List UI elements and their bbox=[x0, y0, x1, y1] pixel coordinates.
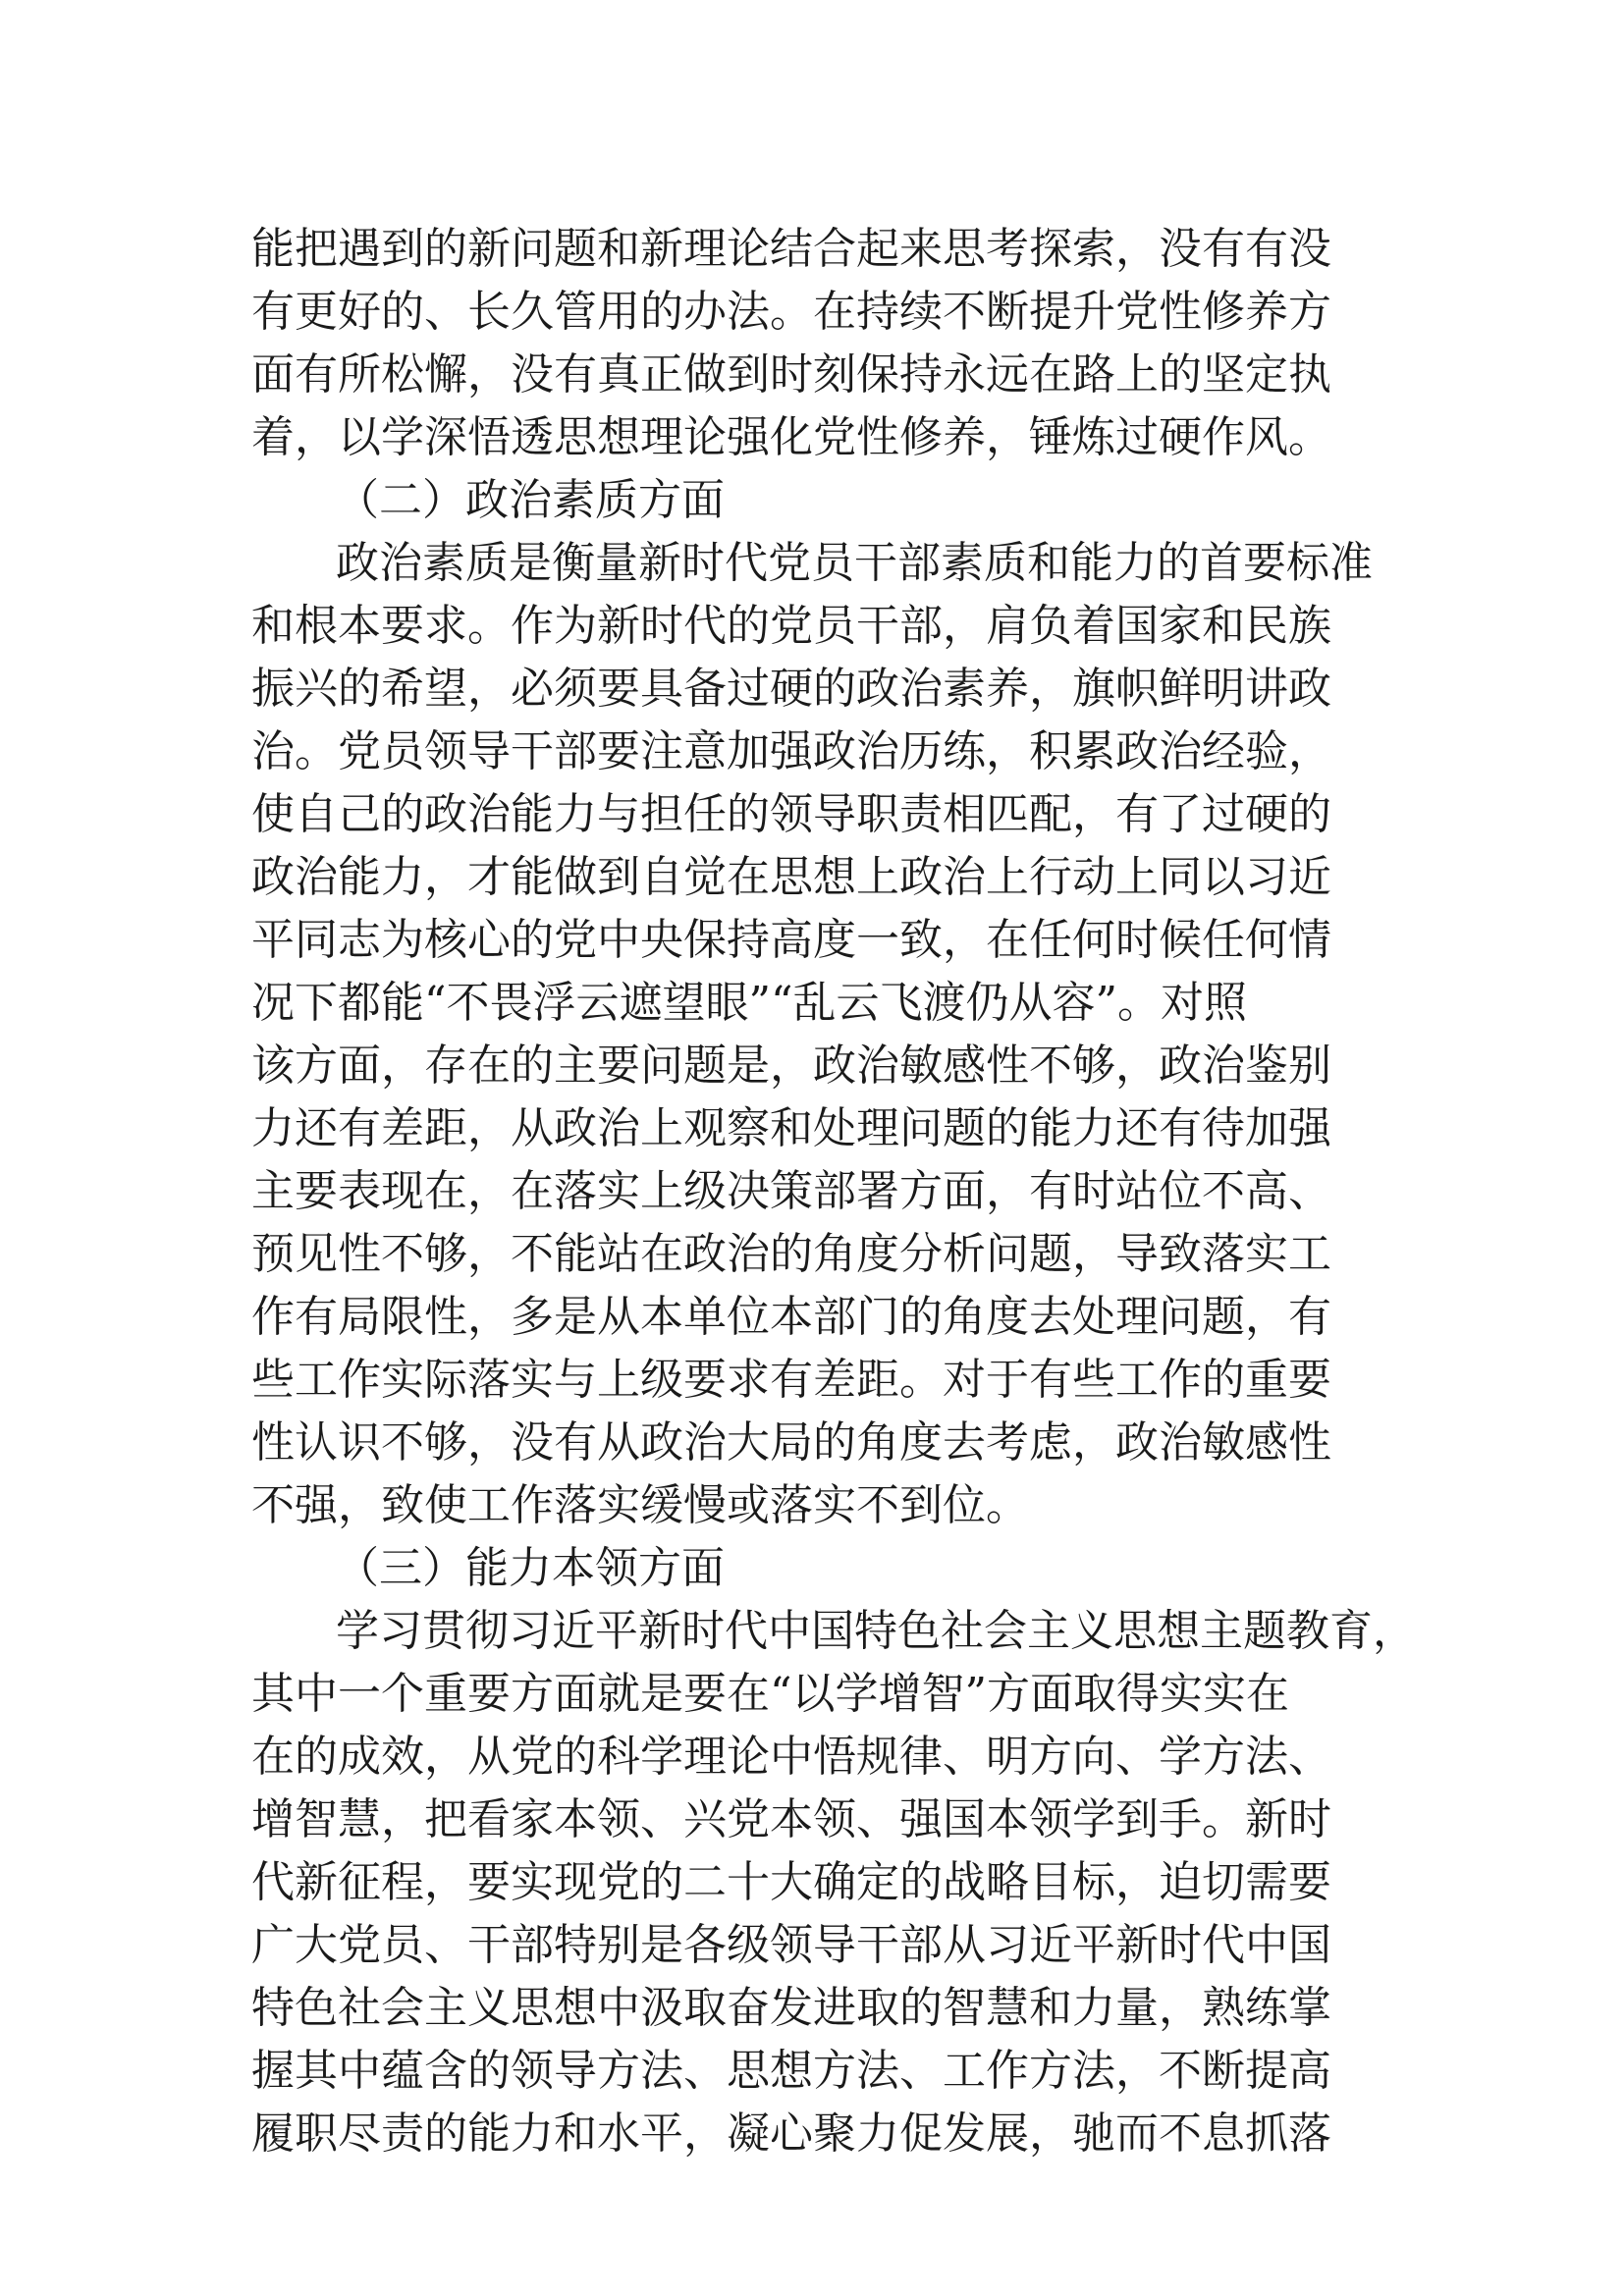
text-line: 况下都能“不畏浮云遮望眼”“乱云飞渡仍从容”。对照 bbox=[251, 978, 1247, 1028]
text-line: 增智慧，把看家本领、兴党本领、强国本领学到手。新时 bbox=[251, 1794, 1331, 1844]
text-line: 着，以学深悟透思想理论强化党性修养，锤炼过硬作风。 bbox=[251, 412, 1331, 462]
text-line: 广大党员、干部特别是各级领导干部从习近平新时代中国 bbox=[251, 1920, 1331, 1970]
text-line: 和根本要求。作为新时代的党员干部，肩负着国家和民族 bbox=[251, 601, 1331, 651]
text-line: 有更好的、长久管用的办法。在持续不断提升党性修养方 bbox=[251, 287, 1331, 337]
text-line: 力还有差距，从政治上观察和处理问题的能力还有待加强 bbox=[251, 1103, 1331, 1153]
text-line: 预见性不够，不能站在政治的角度分析问题，导致落实工 bbox=[251, 1229, 1331, 1279]
text-line: 些工作实际落实与上级要求有差距。对于有些工作的重要 bbox=[251, 1355, 1331, 1405]
text-line: 能把遇到的新问题和新理论结合起来思考探索，没有有没 bbox=[251, 224, 1331, 274]
text-line: 平同志为核心的党中央保持高度一致，在任何时候任何情 bbox=[251, 915, 1331, 965]
text-line: 履职尽责的能力和水平，凝心聚力促发展，驰而不息抓落 bbox=[251, 2109, 1331, 2159]
text-line: 使自己的政治能力与担任的领导职责相匹配，有了过硬的 bbox=[251, 789, 1331, 839]
text-line: 其中一个重要方面就是要在“以学增智”方面取得实实在 bbox=[251, 1669, 1289, 1719]
text-line: 不强，致使工作落实缓慢或落实不到位。 bbox=[251, 1480, 1029, 1530]
text-line: 该方面，存在的主要问题是，政治敏感性不够，政治鉴别 bbox=[251, 1041, 1331, 1091]
text-line: 政治能力，才能做到自觉在思想上政治上行动上同以习近 bbox=[251, 852, 1331, 902]
text-line: 治。党员领导干部要注意加强政治历练，积累政治经验， bbox=[251, 726, 1331, 776]
text-line: 作有局限性，多是从本单位本部门的角度去处理问题，有 bbox=[251, 1292, 1331, 1342]
text-line: 性认识不够，没有从政治大局的角度去考虑，政治敏感性 bbox=[251, 1417, 1331, 1468]
text-line: 学习贯彻习近平新时代中国特色社会主义思想主题教育， bbox=[336, 1606, 1416, 1656]
section-heading-capability: （三）能力本领方面 bbox=[336, 1543, 725, 1593]
text-line: 代新征程，要实现党的二十大确定的战略目标，迫切需要 bbox=[251, 1857, 1331, 1907]
section-heading-political-quality: （二）政治素质方面 bbox=[336, 475, 725, 525]
text-line: 在的成效，从党的科学理论中悟规律、明方向、学方法、 bbox=[251, 1732, 1331, 1782]
text-line: 主要表现在，在落实上级决策部署方面，有时站位不高、 bbox=[251, 1166, 1331, 1216]
text-line: 振兴的希望，必须要具备过硬的政治素养，旗帜鲜明讲政 bbox=[251, 664, 1331, 714]
text-line: 政治素质是衡量新时代党员干部素质和能力的首要标准 bbox=[336, 538, 1373, 588]
text-line: 特色社会主义思想中汲取奋发进取的智慧和力量，熟练掌 bbox=[251, 1983, 1331, 2033]
text-line: 握其中蕴含的领导方法、思想方法、工作方法，不断提高 bbox=[251, 2046, 1331, 2096]
text-line: 面有所松懈，没有真正做到时刻保持永远在路上的坚定执 bbox=[251, 349, 1331, 400]
